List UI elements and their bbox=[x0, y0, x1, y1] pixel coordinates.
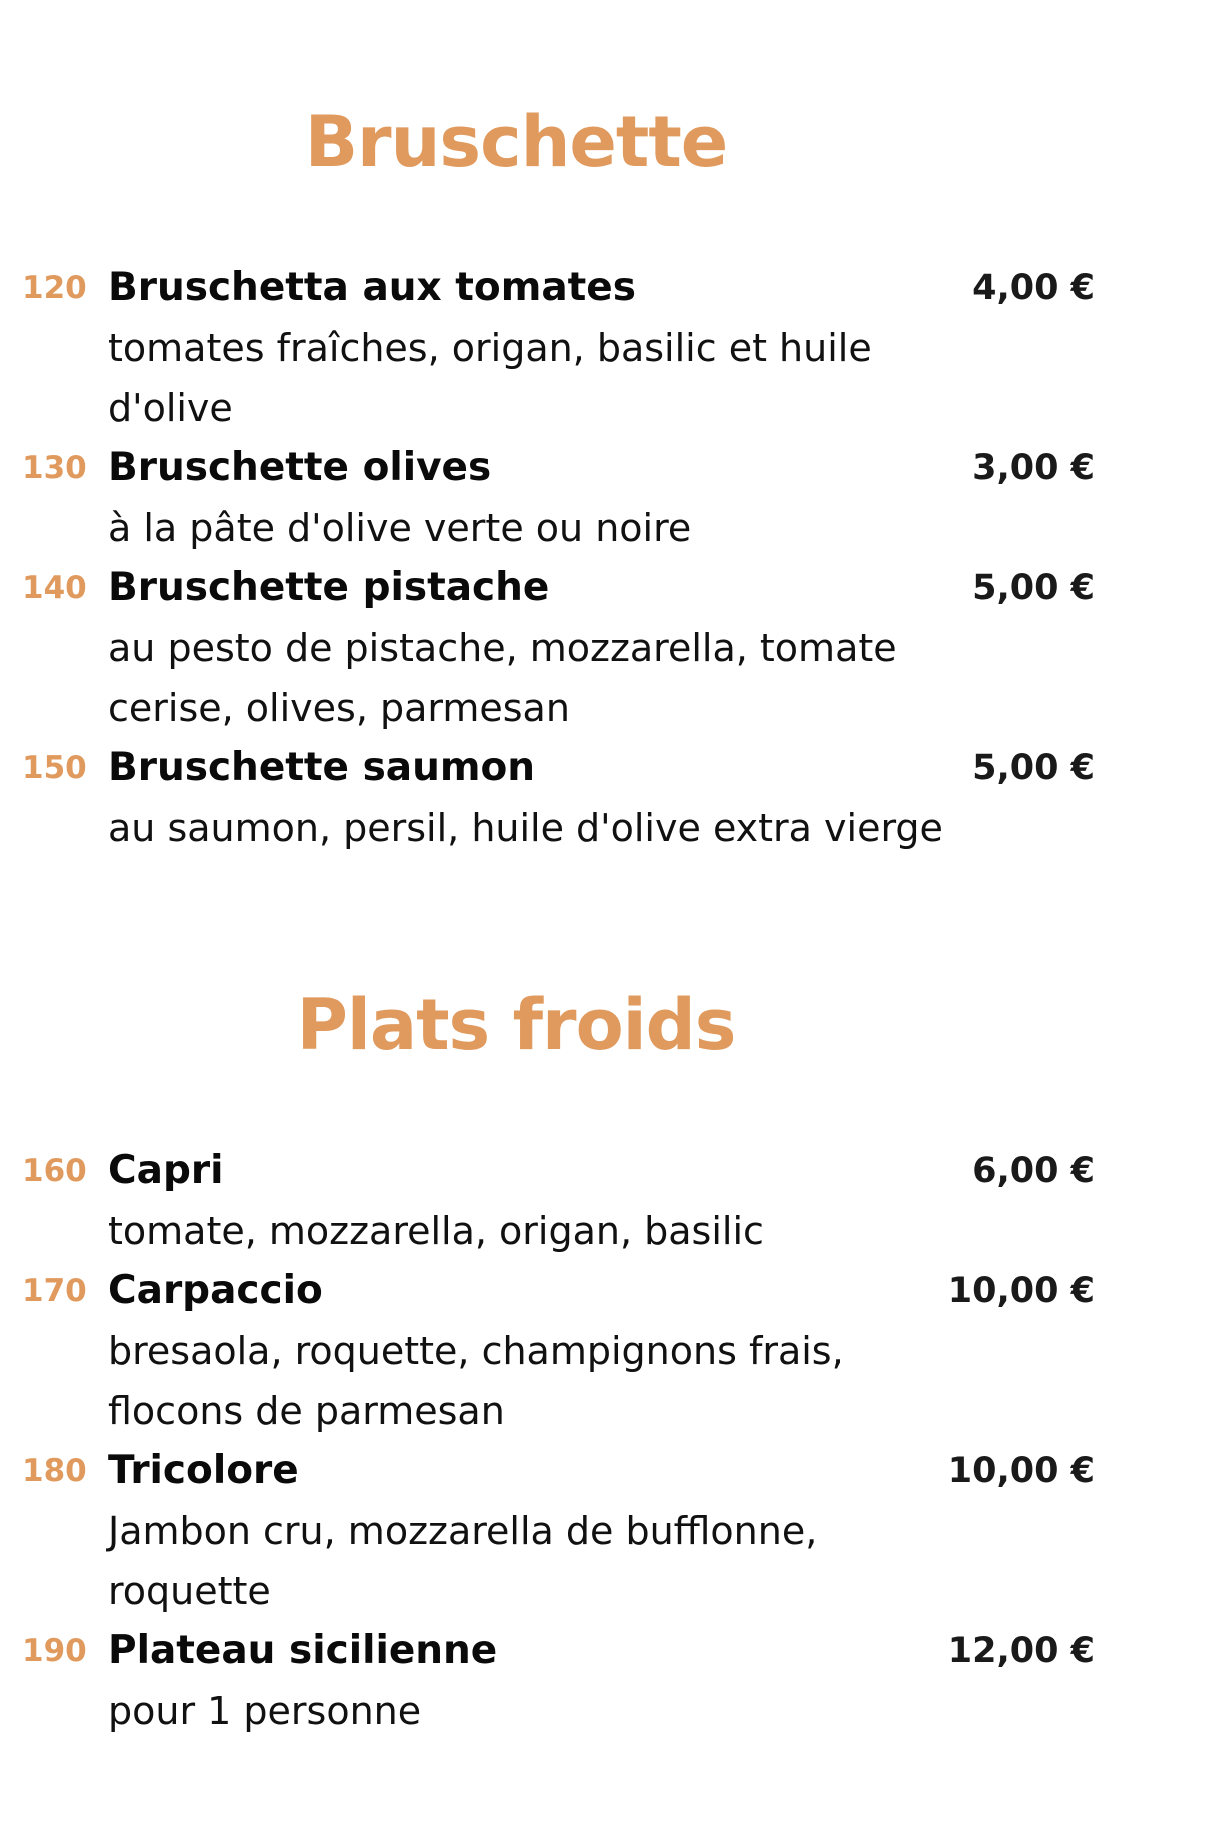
item-name: Plateau sicilienne bbox=[108, 1628, 498, 1673]
item-number: 140 bbox=[22, 570, 87, 606]
item-name: Bruschette saumon bbox=[108, 745, 536, 790]
menu-item bbox=[0, 438, 1212, 558]
item-price: 4,00 € bbox=[972, 268, 1095, 308]
item-description: Jambon cru, mozzarella de bufflonne, roquette bbox=[108, 1509, 818, 1613]
menu-item bbox=[0, 1441, 1212, 1621]
item-name: Capri bbox=[108, 1148, 224, 1193]
item-description: au saumon, persil, huile d'olive extra vierge bbox=[108, 806, 943, 850]
item-price: 6,00 € bbox=[972, 1151, 1095, 1191]
item-number: 160 bbox=[22, 1153, 87, 1189]
section-title-plats-froids: Plats froids bbox=[296, 984, 736, 1066]
item-name: Carpaccio bbox=[108, 1268, 323, 1313]
item-description: bresaola, roquette, champignons frais, flocons de parmesan bbox=[108, 1329, 844, 1433]
item-description: au pesto de pistache, mozzarella, tomate cerise, olives, parmesan bbox=[108, 626, 897, 730]
menu-item bbox=[0, 258, 1212, 438]
item-number: 150 bbox=[22, 750, 87, 786]
item-name: Tricolore bbox=[108, 1448, 299, 1493]
item-number: 190 bbox=[22, 1633, 87, 1669]
item-name: Bruschette olives bbox=[108, 445, 492, 490]
item-description: tomates fraîches, origan, basilic et huile d'olive bbox=[108, 326, 872, 430]
menu-item bbox=[0, 1621, 1212, 1741]
item-price: 5,00 € bbox=[972, 568, 1095, 608]
item-name: Bruschette pistache bbox=[108, 565, 550, 610]
menu-item bbox=[0, 1141, 1212, 1261]
item-description: à la pâte d'olive verte ou noire bbox=[108, 506, 692, 550]
menu-list-plats-froids bbox=[0, 1141, 1212, 1741]
menu-item bbox=[0, 738, 1212, 858]
item-number: 170 bbox=[22, 1273, 87, 1309]
item-description: tomate, mozzarella, origan, basilic bbox=[108, 1209, 764, 1253]
item-number: 180 bbox=[22, 1453, 87, 1489]
item-number: 120 bbox=[22, 270, 87, 306]
item-price: 10,00 € bbox=[947, 1451, 1095, 1491]
menu-item bbox=[0, 1261, 1212, 1441]
item-price: 3,00 € bbox=[972, 448, 1095, 488]
item-number: 130 bbox=[22, 450, 87, 486]
item-price: 5,00 € bbox=[972, 748, 1095, 788]
menu-list-bruschette bbox=[0, 258, 1212, 858]
item-name: Bruschetta aux tomates bbox=[108, 265, 636, 310]
item-price: 10,00 € bbox=[947, 1271, 1095, 1311]
menu-item bbox=[0, 558, 1212, 738]
item-price: 12,00 € bbox=[947, 1631, 1095, 1671]
section-title-bruschette: Bruschette bbox=[304, 101, 728, 183]
item-description: pour 1 personne bbox=[108, 1689, 422, 1733]
